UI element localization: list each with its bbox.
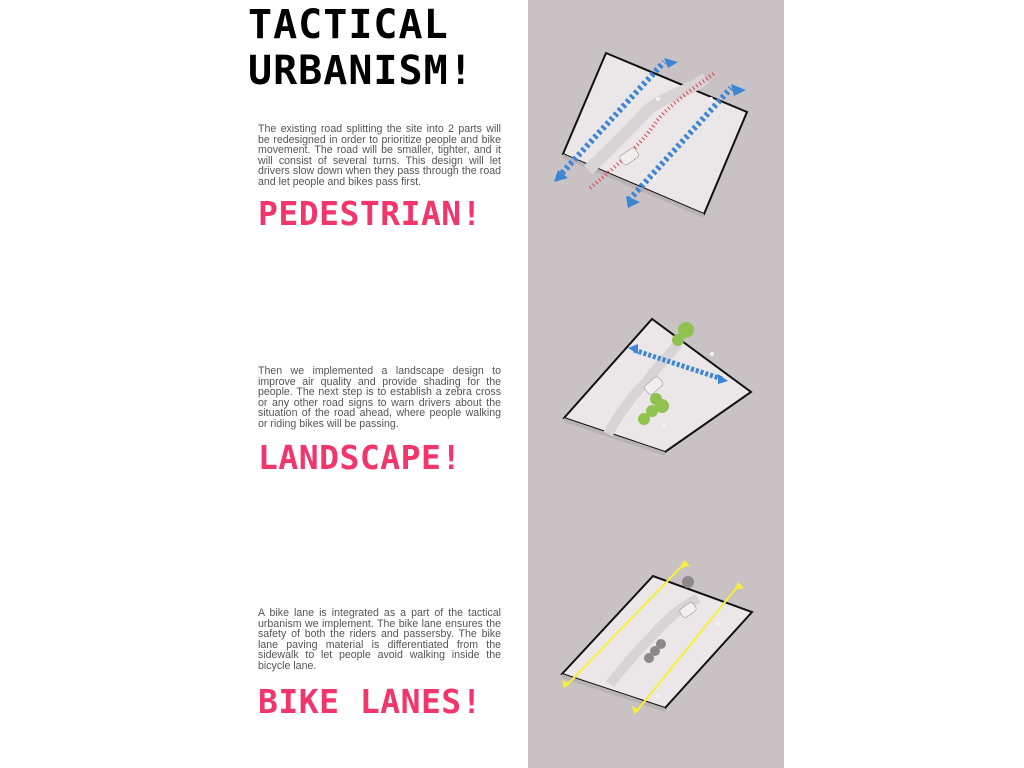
- landscape-heading: LANDSCAPE!: [258, 438, 462, 477]
- landscape-description: Then we implemented a landscape design to improve air quality and provide shading for the people. The next step is to establish a zebra cross or any other road signs to warn drivers about the situation of the road ahead, where people walking or riding bikes will be passing.: [258, 365, 501, 430]
- person: [656, 694, 660, 698]
- bike-lanes-diagram-panel: [528, 512, 784, 768]
- person: [656, 97, 660, 101]
- person: [662, 424, 666, 428]
- pedestrian-diagram: [528, 0, 784, 256]
- tree: [644, 653, 654, 663]
- landscape-diagram: [528, 256, 784, 512]
- tree: [638, 413, 650, 425]
- person: [709, 97, 713, 101]
- pedestrian-description: The existing road splitting the site into 2 parts will be redesigned in order to prioritize people and bike movement. The road will be smaller, tighter, and it will consist of several turns. This design will let drivers slow down when they pass through the road and let people and bikes pass first.: [258, 123, 501, 188]
- page-title: TACTICAL URBANISM!: [248, 2, 474, 94]
- bike-lanes-description: A bike lane is integrated as a part of the tactical urbanism we implement. The bike lane ensures the safety of both the riders and passersby. The bike lane paving material is differentiated from the sidewalk to let people avoid walking inside the bicycle lane.: [258, 607, 501, 672]
- bike-lanes-heading: BIKE LANES!: [258, 682, 483, 721]
- person: [716, 622, 720, 626]
- landscape-diagram-panel: [528, 256, 784, 512]
- bike-lanes-diagram: [528, 512, 784, 768]
- person: [653, 176, 657, 180]
- person: [710, 352, 714, 356]
- pedestrian-heading: PEDESTRIAN!: [258, 194, 483, 233]
- pedestrian-diagram-panel: [528, 0, 784, 256]
- tree: [672, 334, 684, 346]
- tree: [682, 576, 694, 588]
